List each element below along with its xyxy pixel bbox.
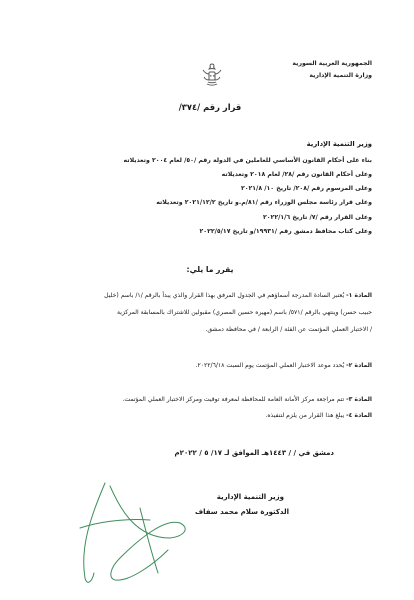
article-3-text: تتم مراجعة مركز الأمانة العامة للمحافظة لمعرفة توقيت ومركز الاختبار العملي المؤتمت.	[122, 396, 345, 403]
handwritten-signature	[50, 478, 200, 588]
article-4-text: يبلغ هذا القرار من يلزم لتنفيذه.	[265, 412, 345, 419]
article-1-line-3: / الاختبار العملي المؤتمت عن الفئة / الرابعة / في محافظة دمشق.	[205, 326, 372, 333]
article-3	[122, 396, 372, 403]
article-3-label: المادة ٣-	[346, 396, 372, 403]
republic-name: الجمهورية العربية السورية	[292, 60, 372, 67]
signature-title: وزير التنمية الإدارية	[216, 493, 284, 501]
syrian-eagle-emblem-icon	[200, 61, 224, 89]
article-1-line-1	[104, 292, 372, 299]
signatory-name: الدكتورة سلام محمد سفاف	[195, 508, 289, 516]
preamble-line-6: وعلى كتاب محافظ دمشق رقم /١٩٩٣١/و تاريخ ٢٠٢٢/٥/١٧	[199, 228, 372, 235]
preamble-line-2: وعلى أحكام القانون رقم /٢٨/ لعام ٢٠١٨ وتعديلاته	[221, 171, 372, 178]
article-4	[265, 412, 372, 419]
article-2	[196, 362, 373, 369]
article-1-text: يُعتبر السادة المدرجة أسماؤهم في الجدول المرفق بهذا القرار والذي يبدأ بالرقم /١/ باسم (خليل	[104, 292, 345, 299]
article-1-line-2: حبيب حسن) وينتهي بالرقم /٥٧١/ باسم (مهيره حسين المصري) مقبولين للاشتراك بالمسابقة المركزية	[116, 309, 372, 316]
ministry-name: وزارة التنمية الإدارية	[309, 72, 372, 79]
article-2-text: يُحدد موعد الاختبار العملي المؤتمت يوم السبت ٢٠٢٢/٦/١٨.	[195, 362, 345, 369]
article-2-label: المادة ٢-	[346, 362, 372, 369]
preamble-line-4: وعلى قرار رئاسة مجلس الوزراء رقم /٨١/م.و تاريخ ٢٠٢١/١٢/٢ وتعديلاته	[156, 199, 372, 206]
preamble-line-1: بناء على أحكام القانون الأساسي للعاملين في الدولة رقم /٥٠/ لعام ٢٠٠٤ وتعديلاته	[123, 157, 372, 164]
preamble-line-5: وعلى القرار رقم /٧/ تاريخ ٢٠٢٢/١/٦	[262, 214, 372, 221]
article-1-label: المادة ١-	[346, 292, 372, 299]
preamble-line-3: وعلى المرسوم رقم /٢٠٨/ تاريخ ١٠/ ٢٠٢١/٨	[240, 185, 372, 192]
date-line: دمشق في / / ١٤٤٣هـ الموافق لـ ١٧/ ٥ / ٢٠٢٢م	[174, 449, 334, 457]
article-4-label: المادة ٤-	[346, 412, 372, 419]
minister-heading: وزير التنمية الإدارية	[306, 140, 372, 148]
decides-heading: يقرر ما يلي:	[186, 265, 234, 274]
decree-title: قرار رقم /٣٧٤/	[178, 102, 242, 112]
